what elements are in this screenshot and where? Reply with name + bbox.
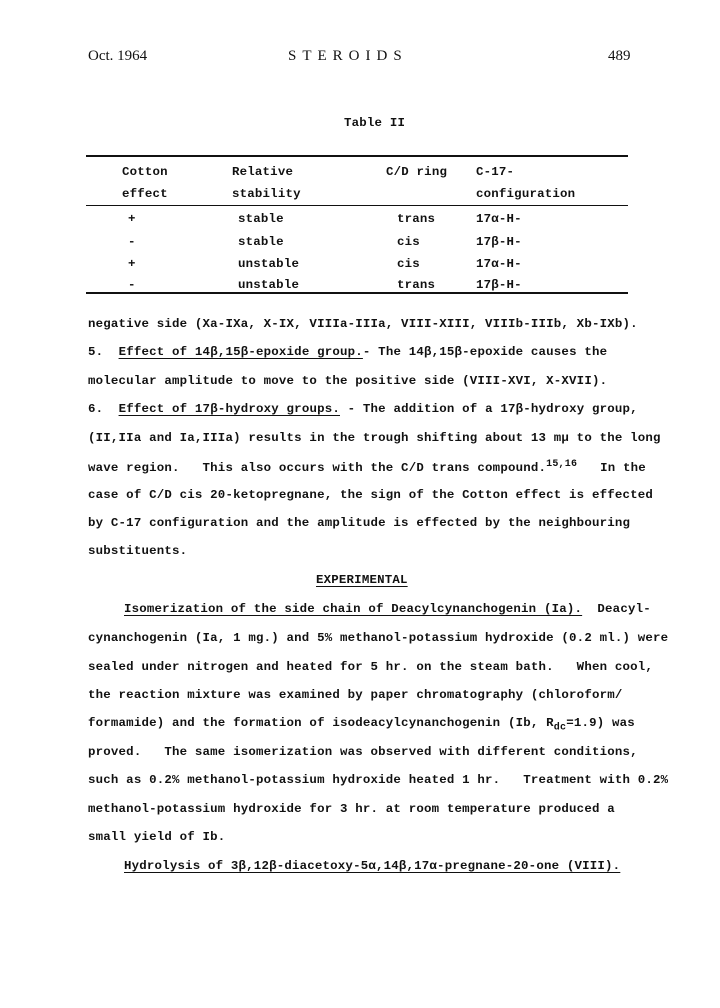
subscript: dc xyxy=(553,722,567,734)
cell-cotton: - xyxy=(128,235,136,249)
paragraph-6 xyxy=(88,402,638,416)
col-header-cd-ring: C/D ring xyxy=(386,165,448,179)
paragraph-number: 6. xyxy=(88,402,104,416)
cell-configuration: 17β-H- xyxy=(476,235,522,249)
body-line: small yield of Ib. xyxy=(88,830,226,844)
body-line: cynanchogenin (Ia, 1 mg.) and 5% methanol-potassium hydroxide (0.2 ml.) were xyxy=(88,631,669,645)
body-line: by C-17 configuration and the amplitude is effected by the neighbouring xyxy=(88,516,631,530)
cell-cd-ring: cis xyxy=(397,235,420,249)
section-heading-experimental: EXPERIMENTAL xyxy=(316,573,408,587)
body-text: formamide) and the formation of isodeacylcynanchogenin (Ib, R xyxy=(88,716,554,730)
body-line: substituents. xyxy=(88,544,188,558)
body-line: molecular amplitude to move to the positive side (VIII-XVI, X-XVII). xyxy=(88,374,608,388)
experimental-paragraph-1 xyxy=(124,602,651,616)
cell-stability: stable xyxy=(238,212,284,226)
paragraph-text: - The 14β,15β-epoxide causes the xyxy=(362,345,608,359)
body-line: proved. The same isomerization was observed with different conditions, xyxy=(88,745,638,759)
body-line: the reaction mixture was examined by paper chromatography (chloroform/ xyxy=(88,688,623,702)
paragraph-number: 5. xyxy=(88,345,104,359)
cell-cd-ring: trans xyxy=(397,212,436,226)
body-line-with-subscript xyxy=(88,716,635,733)
col-header-c17: C-17- xyxy=(476,165,515,179)
col-header-c17-2: configuration xyxy=(476,187,576,201)
paragraph-5 xyxy=(88,345,607,359)
cell-configuration: 17β-H- xyxy=(476,278,522,292)
header-page-number: 489 xyxy=(608,48,631,64)
cell-cotton: - xyxy=(128,278,136,292)
cell-stability: unstable xyxy=(238,278,300,292)
body-text: =1.9) was xyxy=(566,716,635,730)
body-line: methanol-potassium hydroxide for 3 hr. at room temperature produced a xyxy=(88,802,615,816)
header-date: Oct. 1964 xyxy=(88,48,148,64)
cell-cd-ring: trans xyxy=(397,278,436,292)
body-text: wave region. This also occurs with the C/D trans compound. xyxy=(88,461,547,476)
cell-configuration: 17α-H- xyxy=(476,257,522,271)
col-header-relative-2: stability xyxy=(232,187,301,201)
col-header-cotton: Cotton xyxy=(122,165,168,179)
body-line: such as 0.2% methanol-potassium hydroxide heated 1 hr. Treatment with 0.2% xyxy=(88,773,669,787)
cell-stability: unstable xyxy=(238,257,300,271)
body-line-with-citation xyxy=(88,459,646,475)
paragraph-title: Effect of 14β,15β-epoxide group. xyxy=(118,345,363,359)
cell-cd-ring: cis xyxy=(397,257,420,271)
header-journal-title: STEROIDS xyxy=(288,48,408,64)
body-line: (II,IIa and Ia,IIIa) results in the trough shifting about 13 mμ to the long xyxy=(88,431,661,445)
table-top-rule xyxy=(86,155,628,157)
cell-cotton: + xyxy=(128,257,136,271)
cell-cotton: + xyxy=(128,212,136,226)
paragraph-title: Effect of 17β-hydroxy groups. xyxy=(118,402,340,416)
experimental-paragraph-2-title: Hydrolysis of 3β,12β-diacetoxy-5α,14β,17α-pregnane-20-one (VIII). xyxy=(124,859,621,873)
paragraph-title: Isomerization of the side chain of Deacylcynanchogenin (Ia). xyxy=(124,602,583,616)
paragraph-text: - The addition of a 17β-hydroxy group, xyxy=(340,402,638,416)
table-bottom-rule xyxy=(86,292,628,294)
table-header-rule xyxy=(86,205,628,206)
body-line: case of C/D cis 20-ketopregnane, the sign of the Cotton effect is effected xyxy=(88,488,654,502)
cell-stability: stable xyxy=(238,235,284,249)
col-header-cotton-2: effect xyxy=(122,187,168,201)
body-text: In the xyxy=(577,461,646,476)
table-title: Table II xyxy=(344,116,406,130)
citation-superscript: 15,16 xyxy=(546,459,578,470)
cell-configuration: 17α-H- xyxy=(476,212,522,226)
paragraph-text: Deacyl- xyxy=(582,602,651,616)
body-line: negative side (Xa-IXa, X-IX, VIIIa-IIIa, VIII-XIII, VIIIb-IIIb, Xb-IXb). xyxy=(88,317,638,331)
col-header-relative: Relative xyxy=(232,165,294,179)
body-line: sealed under nitrogen and heated for 5 hr. on the steam bath. When cool, xyxy=(88,660,654,674)
